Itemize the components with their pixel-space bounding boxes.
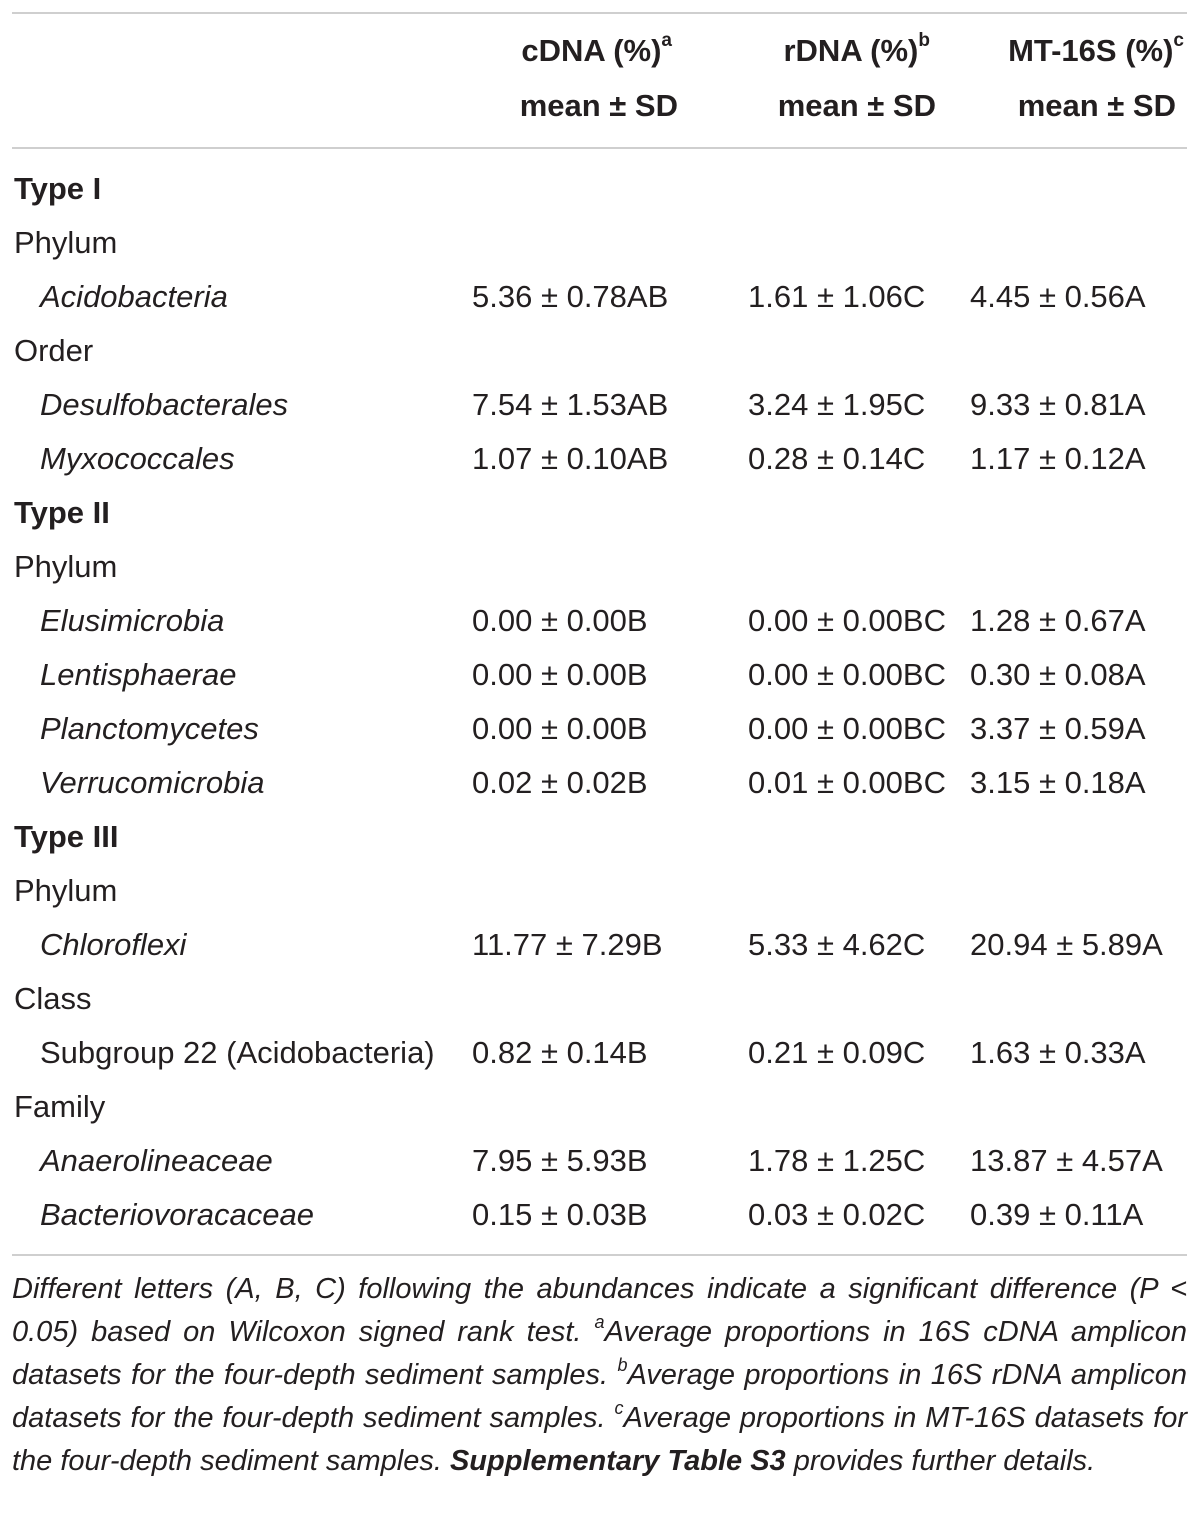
- taxon-label: Elusimicrobia: [40, 603, 225, 638]
- taxon-label: Acidobacteria: [40, 279, 228, 314]
- rank-label: Phylum: [14, 225, 118, 260]
- header-mt16s: MT-16S (%)$^c$: [1008, 29, 1184, 68]
- group-header-row: [0, 810, 1200, 864]
- rdna-value: 0.00 ± 0.00BC: [748, 657, 946, 692]
- rdna-value: 0.00 ± 0.00BC: [748, 603, 946, 638]
- mt16s-value: 3.37 ± 0.59A: [970, 711, 1146, 746]
- mt16s-value: 0.30 ± 0.08A: [970, 657, 1146, 692]
- taxon-label: Verrucomicrobia: [40, 765, 265, 800]
- mt16s-value: 20.94 ± 5.89A: [970, 927, 1163, 962]
- table-row: [0, 1188, 1200, 1242]
- rank-row: [0, 1080, 1200, 1134]
- taxon-label: Planctomycetes: [40, 711, 259, 746]
- cdna-value: 7.54 ± 1.53AB: [472, 387, 669, 422]
- table-row: [0, 702, 1200, 756]
- rdna-value: 0.28 ± 0.14C: [748, 441, 926, 476]
- bottom-rule: [12, 1254, 1187, 1256]
- group-header-row: [0, 162, 1200, 216]
- mt16s-value: 1.17 ± 0.12A: [970, 441, 1146, 476]
- mt16s-value: 1.63 ± 0.33A: [970, 1035, 1146, 1070]
- top-rule: [12, 12, 1187, 14]
- table-row: [0, 756, 1200, 810]
- rdna-value: 1.78 ± 1.25C: [748, 1143, 926, 1178]
- rank-label: Order: [14, 333, 94, 368]
- table-footnote: Different letters (A, B, C) following the abundances indicate a significant difference (P < 0.05) based on Wilcoxon signed rank test. $^a$Average proportions in 16S cDNA amplicon datasets for the four-depth sediment samples. $^b$Average proportions in 16S rDNA amplicon datasets for the four-depth sediment samples. $^c$Average proportions in MT-16S datasets for the four-depth sediment samples. Supplementary Table S3 provides further details.: [12, 1273, 1187, 1477]
- rank-label: Class: [14, 981, 92, 1016]
- mt16s-value: 4.45 ± 0.56A: [970, 279, 1146, 314]
- group-label: Type III: [14, 819, 119, 854]
- taxon-label: Desulfobacterales: [40, 387, 289, 422]
- taxon-label: Subgroup 22 (Acidobacteria): [40, 1035, 435, 1070]
- cdna-value: 0.02 ± 0.02B: [472, 765, 648, 800]
- supplementary-table-ref: Supplementary Table S3: [449, 1445, 786, 1477]
- cdna-value: 0.00 ± 0.00B: [472, 711, 648, 746]
- taxon-label: Anaerolineaceae: [40, 1143, 273, 1178]
- cdna-value: 0.00 ± 0.00B: [472, 657, 648, 692]
- rank-row: [0, 216, 1200, 270]
- header-mt16s-stat: mean ± SD: [1017, 88, 1176, 123]
- table-row: [0, 270, 1200, 324]
- mt16s-value: 3.15 ± 0.18A: [970, 765, 1146, 800]
- cdna-value: 7.95 ± 5.93B: [472, 1143, 648, 1178]
- rank-row: [0, 972, 1200, 1026]
- cdna-value: 5.36 ± 0.78AB: [472, 279, 669, 314]
- header-rdna-stat: mean ± SD: [777, 88, 936, 123]
- header-cdna: cDNA (%)$^a$: [521, 29, 672, 68]
- header-cdna-stat: mean ± SD: [519, 88, 678, 123]
- header-rdna: rDNA (%)$^b$: [783, 29, 930, 68]
- group-label: Type I: [14, 171, 102, 206]
- mt16s-value: 9.33 ± 0.81A: [970, 387, 1146, 422]
- rdna-value: 3.24 ± 1.95C: [748, 387, 926, 422]
- rank-label: Phylum: [14, 549, 118, 584]
- cdna-value: 0.15 ± 0.03B: [472, 1197, 648, 1232]
- rdna-value: 0.21 ± 0.09C: [748, 1035, 926, 1070]
- mt16s-value: 1.28 ± 0.67A: [970, 603, 1146, 638]
- cdna-value: 0.82 ± 0.14B: [472, 1035, 648, 1070]
- group-header-row: [0, 486, 1200, 540]
- header-rule: [12, 147, 1187, 149]
- taxon-label: Chloroflexi: [40, 927, 187, 962]
- taxon-label: Lentisphaerae: [40, 657, 237, 692]
- rdna-value: 1.61 ± 1.06C: [748, 279, 926, 314]
- table-row: [0, 378, 1200, 432]
- rank-label: Phylum: [14, 873, 118, 908]
- table-row: [0, 918, 1200, 972]
- cdna-value: 0.00 ± 0.00B: [472, 603, 648, 638]
- rank-row: [0, 864, 1200, 918]
- rdna-value: 0.00 ± 0.00BC: [748, 711, 946, 746]
- group-label: Type II: [14, 495, 110, 530]
- cdna-value: 1.07 ± 0.10AB: [472, 441, 669, 476]
- table-row: [0, 648, 1200, 702]
- rdna-value: 0.03 ± 0.02C: [748, 1197, 926, 1232]
- taxon-label: Myxococcales: [40, 441, 235, 476]
- table-row: [0, 432, 1200, 486]
- rank-row: [0, 540, 1200, 594]
- rank-label: Family: [14, 1089, 106, 1124]
- cdna-value: 11.77 ± 7.29B: [472, 927, 663, 962]
- table-row: [0, 594, 1200, 648]
- table-row: [0, 1134, 1200, 1188]
- rdna-value: 0.01 ± 0.00BC: [748, 765, 946, 800]
- rdna-value: 5.33 ± 4.62C: [748, 927, 926, 962]
- table-row: [0, 1026, 1200, 1080]
- mt16s-value: 0.39 ± 0.11A: [970, 1197, 1144, 1232]
- taxon-label: Bacteriovoracaceae: [40, 1197, 314, 1232]
- rank-row: [0, 324, 1200, 378]
- mt16s-value: 13.87 ± 4.57A: [970, 1143, 1163, 1178]
